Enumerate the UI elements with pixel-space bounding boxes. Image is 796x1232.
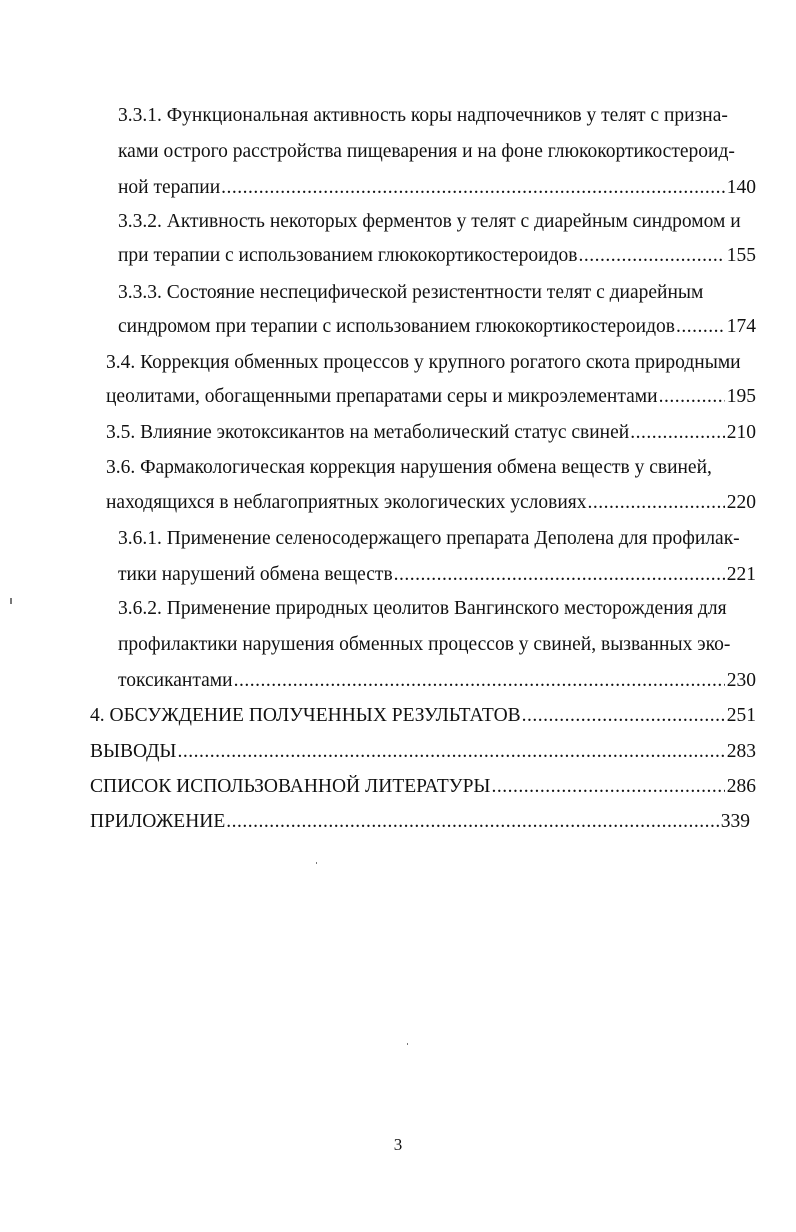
toc-entry-3-3-1[interactable] xyxy=(118,176,756,200)
toc-entry-4-title: 4. ОБСУЖДЕНИЕ ПОЛУЧЕННЫХ РЕЗУЛЬТАТОВ xyxy=(90,705,521,726)
toc-entry-3-3-2[interactable] xyxy=(118,244,756,268)
dot-leader xyxy=(659,385,725,409)
toc-entry-3-6-2-line-1: 3.6.2. Применение природных цеолитов Вангинского месторождения для xyxy=(118,598,727,619)
dot-leader xyxy=(177,740,724,764)
dot-leader xyxy=(221,176,725,200)
toc-entry-references[interactable] xyxy=(90,775,756,799)
dot-leader xyxy=(578,244,724,268)
dot-leader xyxy=(588,491,725,515)
toc-page-number: 221 xyxy=(726,564,756,585)
toc-page-number: 174 xyxy=(726,316,756,337)
toc-entry-3-3-3-line-2: синдромом при терапии с использованием глюкокортикостероидов xyxy=(118,316,675,337)
toc-entry-appendix-title: ПРИЛОЖЕНИЕ xyxy=(90,811,226,832)
toc-entry-conclusions[interactable] xyxy=(90,740,756,764)
toc-page-number: 283 xyxy=(726,741,756,762)
toc-entry-3-3-2-line-2: при терапии с использованием глюкокортикостероидов xyxy=(118,245,578,266)
scan-speck xyxy=(407,1043,408,1045)
toc-entry-3-6-1[interactable] xyxy=(118,563,756,587)
toc-entry-3-6-2[interactable] xyxy=(118,669,756,693)
dot-leader xyxy=(394,563,725,587)
toc-entry-3-6[interactable] xyxy=(106,491,756,515)
toc-entry-3-5-title: 3.5. Влияние экотоксикантов на метаболический статус свиней xyxy=(106,422,630,443)
toc-page-number: 210 xyxy=(726,422,756,443)
toc-page-number: 286 xyxy=(726,776,756,797)
toc-entry-3-3-1-line-1: 3.3.1. Функциональная активность коры надпочечников у телят с призна- xyxy=(118,105,728,126)
toc-entry-3-6-line-1: 3.6. Фармакологическая коррекция нарушения обмена веществ у свиней, xyxy=(106,457,712,478)
toc-page-number: 339 xyxy=(720,811,750,832)
toc-entry-3-6-line-2: находящихся в неблагоприятных экологических условиях xyxy=(106,492,587,513)
dot-leader xyxy=(226,810,718,834)
toc-entry-3-3-1-line-3: ной терапии xyxy=(118,177,221,198)
toc-entry-3-3-3[interactable] xyxy=(118,315,756,339)
page-number: 3 xyxy=(393,1135,403,1154)
toc-entry-references-title: СПИСОК ИСПОЛЬЗОВАННОЙ ЛИТЕРАТУРЫ xyxy=(90,776,491,797)
toc-page-number: 140 xyxy=(726,177,756,198)
toc-entry-4[interactable] xyxy=(90,704,756,728)
toc-page-number: 195 xyxy=(726,386,756,407)
dot-leader xyxy=(630,421,725,445)
toc-entry-conclusions-title: ВЫВОДЫ xyxy=(90,741,177,762)
toc-entry-3-5[interactable] xyxy=(106,421,756,445)
toc-entry-3-3-3-line-1: 3.3.3. Состояние неспецифической резистентности телят с диарейным xyxy=(118,282,704,303)
scan-speck xyxy=(316,862,317,864)
toc-entry-3-6-1-line-1: 3.6.1. Применение селеносодержащего препарата Деполена для профилак- xyxy=(118,528,740,549)
dot-leader xyxy=(234,669,725,693)
toc-page-number: 220 xyxy=(726,492,756,513)
dot-leader xyxy=(522,704,725,728)
toc-entry-3-6-2-line-3: токсикантами xyxy=(118,670,233,691)
dot-leader xyxy=(491,775,724,799)
toc-entry-3-4[interactable] xyxy=(106,385,756,409)
toc-page-number: 155 xyxy=(726,245,756,266)
toc-entry-3-3-2-line-1: 3.3.2. Активность некоторых ферментов у телят с диарейным синдромом и xyxy=(118,211,741,232)
toc-entry-3-4-line-2: цеолитами, обогащенными препаратами серы и микроэлементами xyxy=(106,386,658,407)
toc-entry-3-6-1-line-2: тики нарушений обмена веществ xyxy=(118,564,393,585)
toc-entry-3-3-1-line-2: ками острого расстройства пищеварения и на фоне глюкокортикостероид- xyxy=(118,141,735,162)
toc-entry-3-6-2-line-2: профилактики нарушения обменных процессов у свиней, вызванных эко- xyxy=(118,634,731,655)
dot-leader xyxy=(676,315,725,339)
toc-page-number: 230 xyxy=(726,670,756,691)
toc-page-number: 251 xyxy=(726,705,756,726)
toc-entry-appendix[interactable] xyxy=(90,810,750,834)
toc-entry-3-4-line-1: 3.4. Коррекция обменных процессов у крупного рогатого скота природными xyxy=(106,352,741,373)
scan-speck xyxy=(10,598,12,604)
